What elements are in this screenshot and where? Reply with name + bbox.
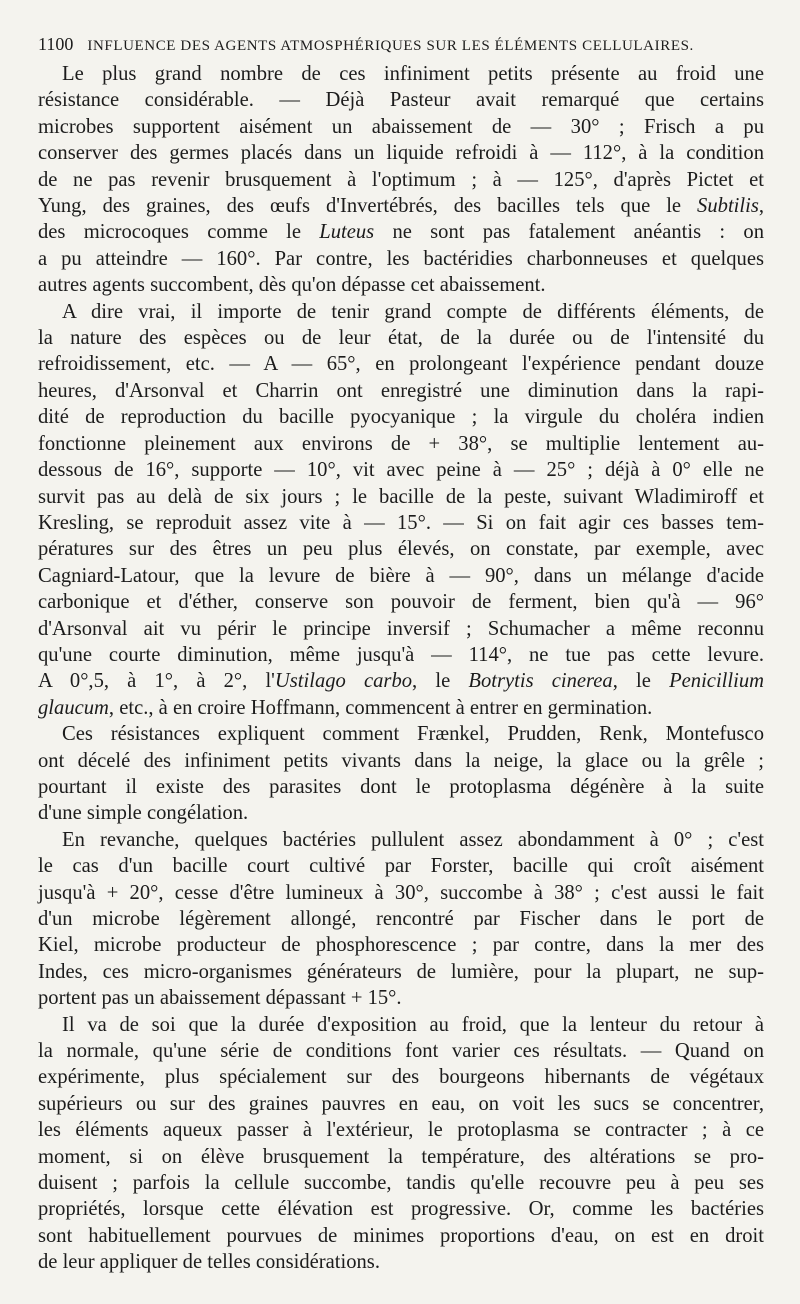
- text-line: dessous de 16°, supporte — 10°, vit avec peine à — 25° ; déjà à 0° elle ne: [38, 459, 764, 482]
- text-line: dité de reproduction du bacille pyocyanique ; la virgule du choléra indien: [38, 406, 764, 429]
- text-line: glaucum, etc., à en croire Hoffmann, commencent à entrer en germination.: [38, 696, 653, 719]
- text-line: portent pas un abaissement dépassant + 15°.: [38, 987, 402, 1010]
- text-line: des microcoques comme le Luteus ne sont pas fatalement anéantis : on: [38, 221, 764, 244]
- text-line: propriétés, lorsque cette élévation est progressive. Or, comme les bactéries: [38, 1198, 764, 1221]
- text-line: sont habituellement pourvues de minimes proportions d'eau, on est en droit: [38, 1224, 764, 1247]
- text-line: les éléments aqueux passer à l'extérieur, le protoplasma se contracter ; à ce: [38, 1119, 764, 1142]
- paragraph: [38, 827, 764, 1012]
- text-line: A 0°,5, à 1°, à 2°, l'Ustilago carbo, le Botrytis cinerea, le Penicillium: [38, 670, 764, 693]
- text-line: Il va de soi que la durée d'exposition au froid, que la lenteur du retour à: [62, 1013, 764, 1036]
- text-line: Ces résistances expliquent comment Frænkel, Prudden, Renk, Montefusco: [62, 723, 764, 746]
- text-line: qu'une courte diminution, même jusqu'à — 114°, ne tue pas cette levure.: [38, 643, 764, 666]
- text-line: d'Arsonval ait vu périr le principe inversif ; Schumacher a même reconnu: [38, 617, 764, 640]
- text-line: microbes supportent aisément un abaissement de — 30° ; Frisch a pu: [38, 115, 764, 138]
- running-header: [38, 34, 764, 55]
- text-line: Cagniard-Latour, que la levure de bière à — 90°, dans un mélange d'acide: [38, 564, 764, 587]
- text-line: de ne pas revenir brusquement à l'optimum ; à — 125°, d'après Pictet et: [38, 168, 764, 191]
- text-line: carbonique et d'éther, conserve son pouvoir de ferment, bien qu'à — 96°: [38, 591, 764, 614]
- text-line: ont décelé des infiniment petits vivants dans la neige, la glace ou la grêle ;: [38, 749, 764, 772]
- text-line: Le plus grand nombre de ces infiniment petits présente au froid une: [62, 63, 764, 85]
- text-line: supérieurs ou sur des graines pauvres en eau, on voit les sucs se concentrer,: [38, 1092, 764, 1115]
- paragraph: [38, 721, 764, 827]
- text-line: résistance considérable. — Déjà Pasteur avait remarqué que certains: [38, 89, 764, 112]
- text-line: pourtant il existe des parasites dont le protoplasma dégénère à la suite: [38, 775, 764, 798]
- text-line: la normale, qu'une série de conditions font varier ces résultats. — Quand on: [38, 1040, 764, 1063]
- text-line: Kiel, microbe producteur de phosphorescence ; par contre, dans la mer des: [38, 934, 764, 957]
- text-line: expérimente, plus spécialement sur des bourgeons hibernants de végétaux: [38, 1066, 764, 1089]
- text-line: survit pas au delà de six jours ; le bacille de la peste, suivant Wladimiroff et: [38, 485, 764, 508]
- text-line: a pu atteindre — 160°. Par contre, les bactéridies charbonneuses et quelques: [38, 247, 764, 270]
- text-line: Indes, ces micro-organismes générateurs de lumière, pour la plupart, ne sup-: [38, 960, 764, 983]
- text-line: autres agents succombent, dès qu'on dépasse cet abaissement.: [38, 274, 546, 297]
- text-line: fonctionne pleinement aux environs de + 38°, se multiplie lentement au-: [38, 432, 764, 455]
- text-line: la nature des espèces ou de leur état, de la durée ou de l'intensité du: [38, 327, 764, 350]
- text-line: Kresling, se reproduit assez vite à — 15°. — Si on fait agir ces basses tem-: [38, 511, 764, 534]
- paragraph: [38, 61, 764, 299]
- page-body: [38, 61, 764, 1276]
- text-line: jusqu'à + 20°, cesse d'être lumineux à 30°, succombe à 38° ; c'est aussi le fait: [38, 881, 764, 904]
- text-line: refroidissement, etc. — A — 65°, en prolongeant l'expérience pendant douze: [38, 353, 764, 376]
- text-line: A dire vrai, il importe de tenir grand compte de différents éléments, de: [62, 300, 764, 323]
- text-line: Yung, des graines, des œufs d'Invertébrés, des bacilles tels que le Subtilis,: [38, 195, 764, 218]
- text-line: pératures sur des êtres un peu plus élevés, on constate, par exemple, avec: [38, 538, 764, 561]
- paragraph: [38, 1012, 764, 1276]
- page-number: 1100: [38, 34, 74, 54]
- text-line: d'un microbe légèrement allongé, rencontré par Fischer dans le port de: [38, 908, 764, 930]
- paragraph: [38, 299, 764, 722]
- text-line: duisent ; parfois la cellule succombe, tandis qu'elle recouvre peu à peu ses: [38, 1172, 764, 1195]
- text-line: d'une simple congélation.: [38, 802, 249, 825]
- running-title: INFLUENCE DES AGENTS ATMOSPHÉRIQUES SUR LES ÉLÉMENTS CELLULAIRES.: [87, 38, 694, 54]
- text-line: conserver des germes placés dans un liquide refroidi à — 112°, à la condition: [38, 142, 764, 165]
- text-line: moment, si on élève brusquement la température, des altérations se pro-: [38, 1145, 764, 1168]
- text-line: le cas d'un bacille court cultivé par Forster, bacille qui croît aisément: [38, 855, 764, 878]
- text-line: de leur appliquer de telles considérations.: [38, 1251, 380, 1274]
- text-line: En revanche, quelques bactéries pullulent assez abondamment à 0° ; c'est: [62, 828, 764, 851]
- text-line: heures, d'Arsonval et Charrin ont enregistré une diminution dans la rapi-: [38, 379, 764, 402]
